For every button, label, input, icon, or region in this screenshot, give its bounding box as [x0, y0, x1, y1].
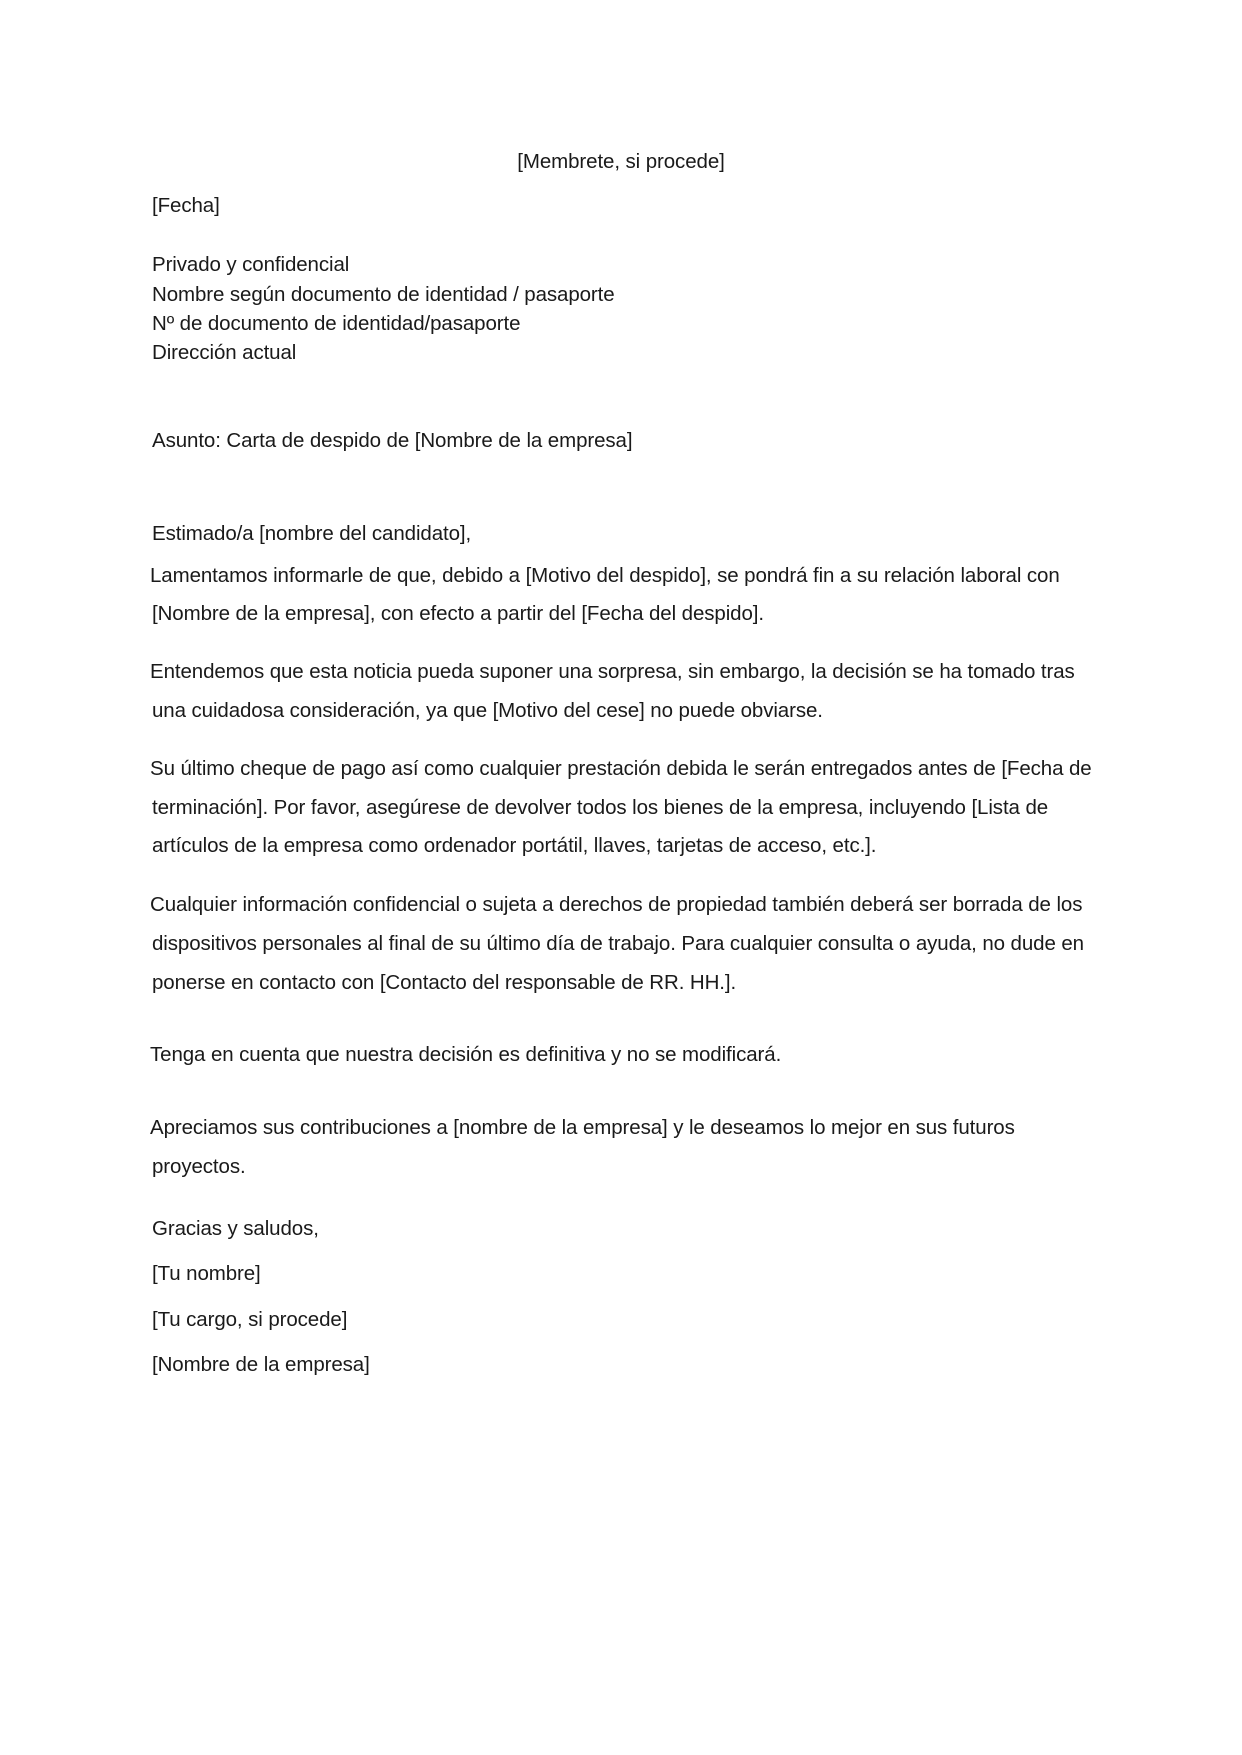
letter-subject: Asunto: Carta de despido de [Nombre de la empresa]: [152, 429, 633, 452]
signer-position: [Tu cargo, si procede]: [152, 1308, 348, 1331]
paragraph-line: Lamentamos informarle de que, debido a [Motivo del despido], se pondrá fin a su relación laboral con: [150, 564, 1060, 587]
paragraph-line: artículos de la empresa como ordenador portátil, llaves, tarjetas de acceso, etc.].: [152, 834, 877, 857]
paragraph-line: terminación]. Por favor, asegúrese de devolver todos los bienes de la empresa, incluyendo [Lista de: [152, 796, 1049, 819]
paragraph-line: una cuidadosa consideración, ya que [Motivo del cese] no puede obviarse.: [152, 699, 823, 722]
paragraph-line: Apreciamos sus contribuciones a [nombre de la empresa] y le deseamos lo mejor en sus futuros: [150, 1116, 1015, 1139]
recipient-name: Nombre según documento de identidad / pasaporte: [152, 283, 615, 306]
letterhead: [Membrete, si procede]: [517, 150, 725, 173]
closing-salutation: Gracias y saludos,: [152, 1217, 319, 1240]
paragraph-line: Entendemos que esta noticia pueda suponer una sorpresa, sin embargo, la decisión se ha tomado tras: [150, 660, 1075, 683]
paragraph-line: proyectos.: [152, 1155, 246, 1178]
signer-name: [Tu nombre]: [152, 1262, 261, 1285]
paragraph-line: ponerse en contacto con [Contacto del responsable de RR. HH.].: [152, 971, 737, 994]
recipient-id-number: Nº de documento de identidad/pasaporte: [152, 312, 521, 335]
paragraph-line: Su último cheque de pago así como cualquier prestación debida le serán entregados antes de [Fecha de: [150, 757, 1092, 780]
paragraph-line: dispositivos personales al final de su último día de trabajo. Para cualquier consulta o ayuda, no dude en: [152, 932, 1084, 955]
paragraph-line: [Nombre de la empresa], con efecto a partir del [Fecha del despido].: [152, 602, 764, 625]
letter-date: [Fecha]: [152, 194, 220, 217]
paragraph-line: Cualquier información confidencial o sujeta a derechos de propiedad también deberá ser borrada de los: [150, 893, 1083, 916]
recipient-confidential: Privado y confidencial: [152, 253, 350, 276]
recipient-address: Dirección actual: [152, 341, 297, 364]
letter-greeting: Estimado/a [nombre del candidato],: [152, 522, 472, 545]
signer-company: [Nombre de la empresa]: [152, 1353, 370, 1376]
paragraph-line: Tenga en cuenta que nuestra decisión es definitiva y no se modificará.: [150, 1043, 782, 1066]
